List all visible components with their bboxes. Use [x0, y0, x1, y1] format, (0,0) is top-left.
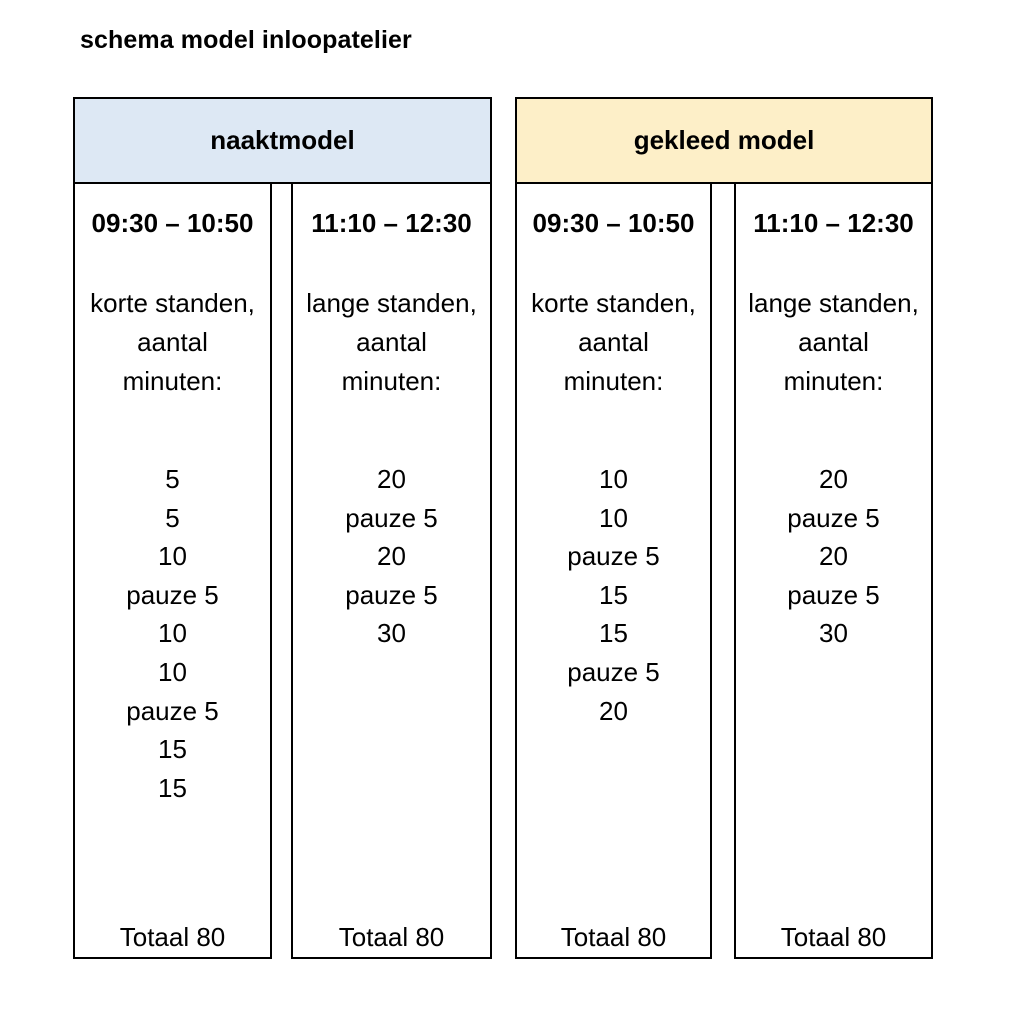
- schedule-column-gekleed-morning: [515, 182, 712, 959]
- description-line: korte standen,: [90, 288, 255, 318]
- pose-item: 10: [599, 502, 628, 533]
- description-line: aantal: [137, 327, 208, 357]
- time-slot: 09:30 – 10:50: [91, 208, 254, 238]
- time-slot: 11:10 – 12:30: [753, 208, 914, 238]
- pose-item: pauze 5: [126, 695, 219, 726]
- pose-list: [736, 460, 931, 653]
- pose-item: 5: [165, 464, 180, 494]
- column-description: [75, 284, 270, 401]
- group-header-gekleed-model: gekleed model: [515, 97, 933, 184]
- group-header-naaktmodel: naaktmodel: [73, 97, 492, 184]
- total-label: Totaal 80: [780, 922, 887, 952]
- page-title: schema model inloopatelier: [80, 26, 412, 54]
- pose-item: 30: [377, 618, 406, 649]
- pose-list: [293, 460, 490, 653]
- pose-item: 15: [158, 734, 187, 765]
- pose-item: 10: [158, 618, 187, 649]
- description-line: minuten:: [341, 366, 442, 396]
- description-line: minuten:: [563, 366, 664, 396]
- description-line: lange standen,: [306, 288, 477, 318]
- schedule-column-naakt-late: [291, 182, 492, 959]
- pose-list: [75, 460, 270, 807]
- total-label: Totaal 80: [119, 922, 226, 952]
- time-slot: 09:30 – 10:50: [532, 208, 695, 238]
- pose-item: 10: [158, 656, 187, 687]
- pose-item: pauze 5: [345, 579, 438, 610]
- description-line: lange standen,: [748, 288, 919, 318]
- description-line: aantal: [798, 327, 869, 357]
- column-description: [293, 284, 490, 401]
- column-description: [736, 284, 931, 401]
- pose-item: 15: [599, 618, 628, 649]
- pose-item: 15: [599, 579, 628, 610]
- pose-item: 20: [819, 464, 848, 494]
- pose-item: 15: [158, 772, 187, 803]
- description-line: minuten:: [122, 366, 223, 396]
- description-line: aantal: [578, 327, 649, 357]
- pose-item: pauze 5: [787, 579, 880, 610]
- pose-item: 20: [377, 541, 406, 572]
- pose-item: pauze 5: [567, 656, 660, 687]
- pose-item: 5: [165, 502, 180, 533]
- pose-item: 10: [599, 464, 628, 494]
- description-line: aantal: [356, 327, 427, 357]
- description-line: minuten:: [783, 366, 884, 396]
- pose-item: 20: [377, 464, 406, 494]
- pose-item: 20: [599, 695, 628, 726]
- schedule-column-gekleed-late: [734, 182, 933, 959]
- pose-item: pauze 5: [345, 502, 438, 533]
- pose-item: 30: [819, 618, 848, 649]
- pose-item: 10: [158, 541, 187, 572]
- time-slot: 11:10 – 12:30: [311, 208, 472, 238]
- pose-item: pauze 5: [126, 579, 219, 610]
- pose-item: pauze 5: [787, 502, 880, 533]
- description-line: korte standen,: [531, 288, 696, 318]
- schedule-column-naakt-morning: [73, 182, 272, 959]
- pose-list: [517, 460, 710, 730]
- total-label: Totaal 80: [338, 922, 445, 952]
- pose-item: 20: [819, 541, 848, 572]
- total-label: Totaal 80: [560, 922, 667, 952]
- column-description: [517, 284, 710, 401]
- pose-item: pauze 5: [567, 541, 660, 572]
